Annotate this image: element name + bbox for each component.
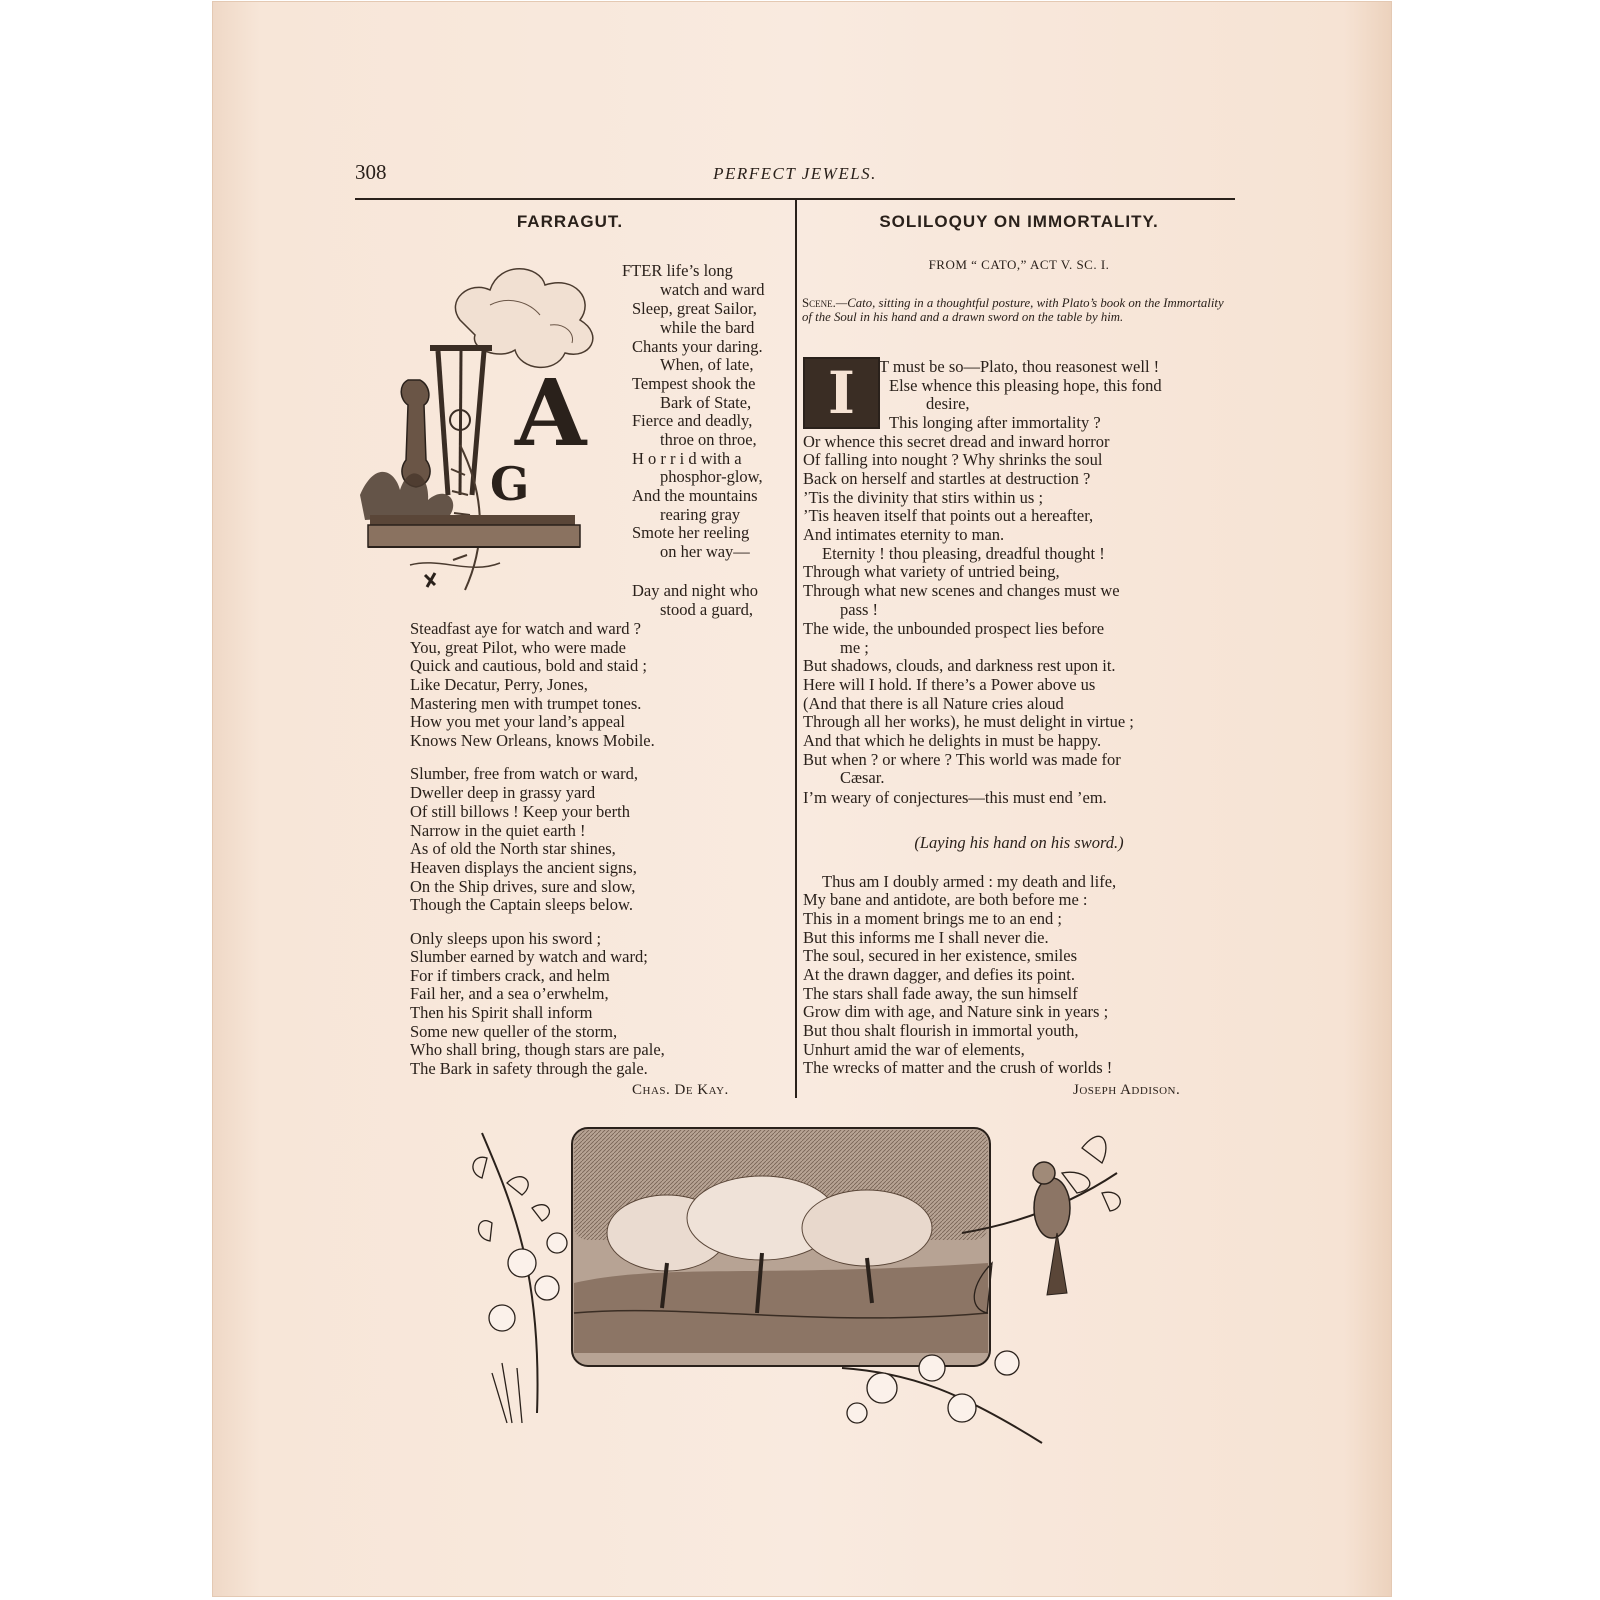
poem-line: Bark of State, bbox=[660, 393, 752, 412]
poem-line: Eternity ! thou pleasing, dreadful thought ! bbox=[822, 544, 1105, 563]
farragut-title: FARRAGUT. bbox=[516, 212, 624, 231]
scene-description bbox=[802, 296, 1236, 324]
farragut-author: Chas. De Kay. bbox=[632, 1082, 729, 1098]
poem-line: Chants your daring. bbox=[632, 337, 763, 356]
poem-line: My bane and antidote, are both before me : bbox=[803, 890, 1088, 909]
poem-line: The Bark in safety through the gale. bbox=[410, 1059, 648, 1078]
poem-line: watch and ward bbox=[660, 280, 765, 299]
poem-line: Through all her works), he must delight in virtue ; bbox=[803, 712, 1134, 731]
poem-line: desire, bbox=[926, 394, 970, 413]
poem-line: FTER life’s long bbox=[622, 261, 733, 280]
poem-line: me ; bbox=[840, 638, 869, 657]
poem-line: At the drawn dagger, and defies its point. bbox=[803, 965, 1075, 984]
poem-line: phosphor-glow, bbox=[660, 467, 763, 486]
poem-line: As of old the North star shines, bbox=[410, 839, 616, 858]
poem-line: Grow dim with age, and Nature sink in years ; bbox=[803, 1002, 1109, 1021]
poem-line: This longing after immortality ? bbox=[889, 413, 1101, 432]
poem-line: Tempest shook the bbox=[632, 374, 756, 393]
poem-line: The wide, the unbounded prospect lies before bbox=[803, 619, 1105, 638]
poem-line: ’Tis heaven itself that points out a hereafter, bbox=[803, 506, 1094, 525]
dropcap-letter: I bbox=[827, 359, 856, 427]
poem-line: Or whence this secret dread and inward horror bbox=[803, 432, 1110, 451]
poem-line: The soul, secured in her existence, smiles bbox=[803, 946, 1077, 965]
poem-line: pass ! bbox=[840, 600, 879, 619]
poem-line: And that which he delights in must be happy. bbox=[803, 731, 1102, 750]
poem-line: Dweller deep in grassy yard bbox=[410, 783, 596, 802]
soliloquy-author: Joseph Addison. bbox=[1073, 1082, 1181, 1098]
page-number: 308 bbox=[355, 160, 387, 184]
farragut-illuminated-initial-illustration bbox=[350, 245, 612, 600]
poem-line: ’Tis the divinity that stirs within us ; bbox=[803, 488, 1044, 507]
poem-line: Mastering men with trumpet tones. bbox=[410, 694, 642, 713]
poem-line: Like Decatur, Perry, Jones, bbox=[410, 675, 588, 694]
svg-text:A: A bbox=[515, 359, 587, 467]
poem-line: Knows New Orleans, knows Mobile. bbox=[410, 731, 655, 750]
poem-line: Who shall bring, though stars are pale, bbox=[410, 1040, 665, 1059]
poem-line: Quick and cautious, bold and staid ; bbox=[410, 656, 647, 675]
scene-label: Scene. bbox=[802, 296, 836, 310]
poem-line: Steadfast aye for watch and ward ? bbox=[410, 619, 641, 638]
poem-line: Through what variety of untried being, bbox=[803, 562, 1060, 581]
poem-line: When, of late, bbox=[660, 355, 754, 374]
poem-line: The stars shall fade away, the sun himself bbox=[803, 984, 1078, 1003]
poem-line: (And that there is all Nature cries aloud bbox=[803, 694, 1064, 713]
poem-line: Fierce and deadly, bbox=[632, 411, 753, 430]
poem-line: And intimates eternity to man. bbox=[803, 525, 1005, 544]
stage-direction bbox=[802, 833, 1236, 853]
poem-line: And the mountains bbox=[632, 486, 758, 505]
poem-line: Here will I hold. If there’s a Power above us bbox=[803, 675, 1096, 694]
poem-line: Heaven displays the ancient signs, bbox=[410, 858, 637, 877]
poem-line: Fail her, and a sea o’erwhelm, bbox=[410, 984, 609, 1003]
poem-line: Back on herself and startles at destruction ? bbox=[803, 469, 1091, 488]
poem-line: Smote her reeling bbox=[632, 523, 750, 542]
poem-line: But this informs me I shall never die. bbox=[803, 928, 1049, 947]
poem-line: But when ? or where ? This world was made for bbox=[803, 750, 1121, 769]
poem-line: Narrow in the quiet earth ! bbox=[410, 821, 586, 840]
poem-line: Through what new scenes and changes must we bbox=[803, 581, 1120, 600]
poem-line: Sleep, great Sailor, bbox=[632, 299, 757, 318]
running-title: PERFECT JEWELS. bbox=[713, 164, 877, 183]
poem-line: Slumber earned by watch and ward; bbox=[410, 947, 648, 966]
soliloquy-dropcap bbox=[803, 357, 880, 429]
orchard-engraving-illustration bbox=[462, 1113, 1127, 1470]
poem-line: throe on throe, bbox=[660, 430, 757, 449]
poem-line: Else whence this pleasing hope, this fond bbox=[889, 376, 1162, 395]
running-head bbox=[355, 160, 1235, 194]
poem-line: Some new queller of the storm, bbox=[410, 1022, 618, 1041]
poem-line: Though the Captain sleeps below. bbox=[410, 895, 634, 914]
soliloquy-title: SOLILOQUY ON IMMORTALITY. bbox=[879, 212, 1159, 231]
poem-line: How you met your land’s appeal bbox=[410, 712, 625, 731]
poem-line: You, great Pilot, who were made bbox=[410, 638, 626, 657]
poem-line: rearing gray bbox=[660, 505, 741, 524]
column-rule bbox=[795, 200, 797, 1098]
stage-direction-text: (Laying his hand on his sword.) bbox=[914, 833, 1124, 852]
poem-line: For if timbers crack, and helm bbox=[410, 966, 610, 985]
poem-line: while the bard bbox=[660, 318, 755, 337]
poem-line: On the Ship drives, sure and slow, bbox=[410, 877, 636, 896]
poem-line: Cæsar. bbox=[840, 768, 885, 787]
poem-line: Day and night who bbox=[632, 581, 759, 600]
poem-line: Slumber, free from watch or ward, bbox=[410, 764, 638, 783]
poem-line: Unhurt amid the war of elements, bbox=[803, 1040, 1025, 1059]
poem-line: Only sleeps upon his sword ; bbox=[410, 929, 602, 948]
poem-line: This in a moment brings me to an end ; bbox=[803, 909, 1062, 928]
poem-line: Then his Spirit shall inform bbox=[410, 1003, 593, 1022]
poem-line: H o r r i d with a bbox=[632, 449, 742, 468]
poem-line: The wrecks of matter and the crush of worlds ! bbox=[803, 1058, 1113, 1077]
poem-line: Thus am I doubly armed : my death and life, bbox=[822, 872, 1117, 891]
soliloquy-source: FROM “ CATO,” ACT V. SC. I. bbox=[928, 257, 1110, 272]
scene-text: —Cato, sitting in a thoughtful posture, with Plato’s book on the Immortality of the Soul in his hand and a drawn sword on the table by him. bbox=[802, 296, 1224, 324]
poem-line: stood a guard, bbox=[660, 600, 754, 619]
poem-line: I’m weary of conjectures—this must end ’em. bbox=[803, 788, 1107, 807]
poem-line: on her way— bbox=[660, 542, 750, 561]
svg-text:G: G bbox=[490, 457, 530, 511]
poem-line: But shadows, clouds, and darkness rest upon it. bbox=[803, 656, 1116, 675]
poem-line: T must be so—Plato, thou reasonest well ! bbox=[879, 357, 1160, 376]
poem-line: But thou shalt flourish in immortal youth, bbox=[803, 1021, 1079, 1040]
poem-line: Of falling into nought ? Why shrinks the soul bbox=[803, 450, 1103, 469]
poem-line: Of still billows ! Keep your berth bbox=[410, 802, 630, 821]
